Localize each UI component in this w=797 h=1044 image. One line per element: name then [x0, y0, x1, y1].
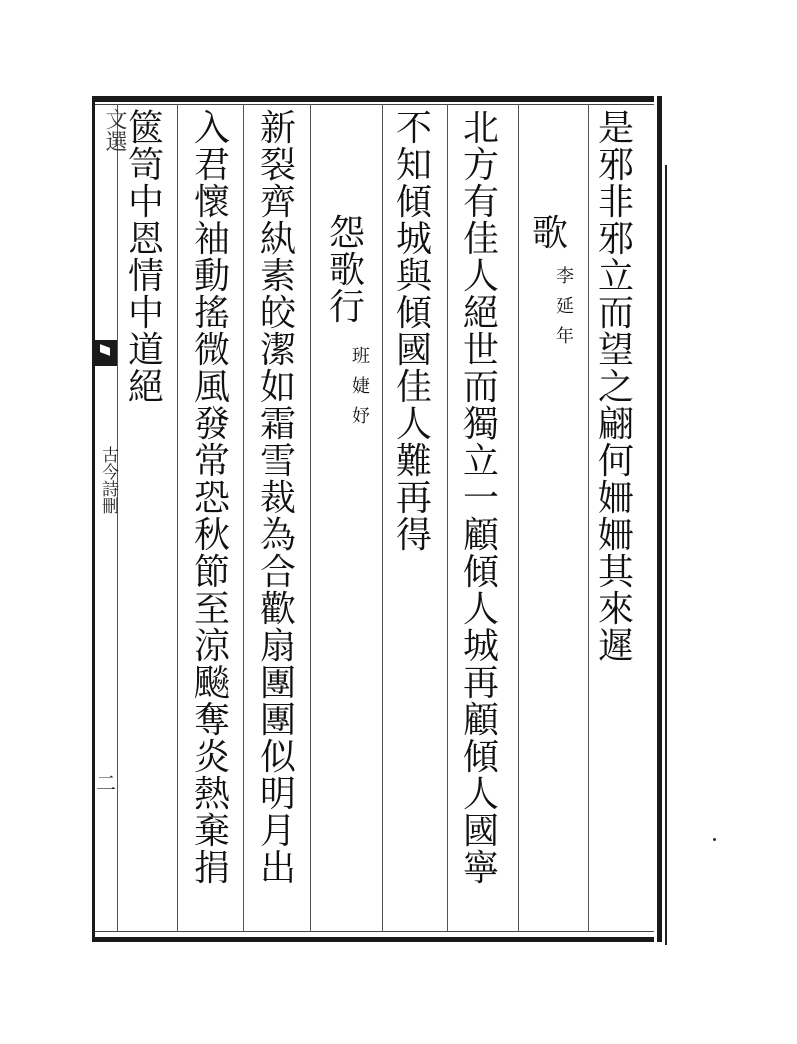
glyph: 傾: [395, 293, 432, 334]
glyph: 傾: [395, 182, 432, 223]
glyph: 捐: [193, 848, 230, 889]
glyph: 袖: [193, 219, 230, 260]
text-column-author-li-yannian: [553, 262, 577, 352]
glyph: 傾: [462, 737, 499, 778]
glyph: 非: [597, 182, 634, 223]
glyph: 皎: [259, 293, 296, 334]
glyph: 似: [259, 737, 296, 778]
glyph: 道: [127, 330, 164, 371]
glyph: 一: [462, 478, 499, 519]
glyph: 人: [395, 404, 432, 445]
glyph: 城: [462, 626, 499, 667]
glyph: 入: [193, 108, 230, 149]
glyph: 妤: [352, 406, 370, 427]
glyph: 雪: [259, 441, 296, 482]
glyph: 北: [462, 108, 499, 149]
glyph: 方: [462, 145, 499, 186]
glyph: 熱: [193, 774, 230, 815]
glyph: 再: [462, 663, 499, 704]
glyph: 不: [395, 108, 432, 149]
glyph: 微: [193, 330, 230, 371]
column-divider: [382, 104, 383, 932]
glyph: 而: [597, 293, 634, 334]
glyph: 得: [395, 515, 432, 556]
glyph: 齊: [259, 182, 296, 223]
glyph: 傾: [462, 552, 499, 593]
glyph: 顧: [462, 700, 499, 741]
glyph: 佳: [462, 219, 499, 260]
glyph: 行: [328, 287, 365, 328]
glyph: 出: [259, 848, 296, 889]
glyph: 有: [462, 182, 499, 223]
text-column-song-title: [530, 215, 570, 252]
glyph: 炎: [193, 737, 230, 778]
glyph: 立: [462, 441, 499, 482]
glyph: 邪: [597, 145, 634, 186]
glyph: 姍: [597, 515, 634, 556]
frame-right-rule: [657, 96, 662, 942]
column-divider: [588, 104, 589, 932]
glyph: 發: [193, 404, 230, 445]
glyph: 懷: [193, 182, 230, 223]
glyph: 霜: [259, 404, 296, 445]
glyph: 紈: [259, 219, 296, 260]
glyph: 如: [259, 367, 296, 408]
page-number: 二: [96, 771, 116, 795]
glyph: 邪: [597, 219, 634, 260]
glyph: 君: [193, 145, 230, 186]
frame-bottom-rule: [92, 937, 654, 942]
glyph: 恩: [127, 219, 164, 260]
glyph: 是: [597, 108, 634, 149]
glyph: 人: [462, 774, 499, 815]
glyph: 歌: [328, 250, 365, 291]
column-divider: [518, 104, 519, 932]
glyph: 動: [193, 256, 230, 297]
glyph: 裂: [259, 145, 296, 186]
glyph: 月: [259, 811, 296, 852]
column-divider: [177, 104, 178, 932]
glyph: 歡: [259, 589, 296, 630]
glyph: 合: [259, 552, 296, 593]
glyph: 搖: [193, 293, 230, 334]
text-column-poem-title: [327, 215, 367, 326]
text-column-6: [258, 110, 298, 887]
glyph: 飈: [193, 663, 230, 704]
glyph: 世: [462, 330, 499, 371]
glyph: 延: [556, 296, 574, 317]
glyph: 至: [193, 589, 230, 630]
fore-edge-page-number: [96, 772, 116, 794]
column-divider: [310, 104, 311, 932]
glyph: 中: [127, 293, 164, 334]
glyph: 班: [352, 346, 370, 367]
glyph: 來: [597, 589, 634, 630]
glyph: 與: [395, 256, 432, 297]
glyph: 何: [597, 441, 634, 482]
text-column-author-ban-jieyu: [349, 342, 373, 432]
column-divider: [243, 104, 244, 932]
glyph: 顧: [462, 515, 499, 556]
glyph: 國: [395, 330, 432, 371]
glyph: 人: [462, 256, 499, 297]
glyph: 遲: [597, 626, 634, 667]
glyph: 絕: [462, 293, 499, 334]
glyph: 團: [259, 663, 296, 704]
glyph: 風: [193, 367, 230, 408]
glyph: 新: [259, 108, 296, 149]
glyph: 年: [556, 326, 574, 347]
text-column-7: [192, 110, 232, 887]
glyph: 絕: [127, 367, 164, 408]
fore-edge-title-text: 文選: [102, 108, 127, 152]
glyph: 中: [127, 182, 164, 223]
glyph: 笥: [127, 145, 164, 186]
glyph: 之: [597, 367, 634, 408]
text-column-1: [596, 110, 636, 665]
glyph: 節: [193, 552, 230, 593]
glyph: 立: [597, 256, 634, 297]
glyph: 篋: [127, 108, 164, 149]
glyph: 李: [556, 266, 574, 287]
glyph: 為: [259, 515, 296, 556]
column-divider: [447, 104, 448, 932]
glyph: 棄: [193, 811, 230, 852]
fore-edge-book-title-text: 古今詩刪: [98, 446, 118, 514]
fore-edge-strip: [95, 104, 117, 932]
frame-top-rule: [92, 96, 654, 102]
glyph: 常: [193, 441, 230, 482]
column-divider: [117, 104, 118, 932]
glyph: 秋: [193, 515, 230, 556]
glyph: 而: [462, 367, 499, 408]
fore-edge-book-title: [96, 446, 120, 514]
glyph: 團: [259, 700, 296, 741]
text-column-8: [126, 110, 166, 406]
frame-right-outer-rule: [665, 165, 667, 945]
text-column-4: [394, 110, 434, 554]
glyph: 望: [597, 330, 634, 371]
glyph: 姍: [597, 478, 634, 519]
glyph: 國: [462, 811, 499, 852]
glyph: 其: [597, 552, 634, 593]
glyph: 涼: [193, 626, 230, 667]
glyph: 恐: [193, 478, 230, 519]
glyph: 獨: [462, 404, 499, 445]
glyph: 寧: [462, 848, 499, 889]
glyph: 翩: [597, 404, 634, 445]
glyph: 佳: [395, 367, 432, 408]
glyph: 明: [259, 774, 296, 815]
glyph: 再: [395, 478, 432, 519]
glyph: 潔: [259, 330, 296, 371]
glyph: 難: [395, 441, 432, 482]
glyph: 知: [395, 145, 432, 186]
glyph: 素: [259, 256, 296, 297]
text-column-3: [461, 110, 501, 887]
glyph: 情: [127, 256, 164, 297]
glyph: 扇: [259, 626, 296, 667]
glyph: 裁: [259, 478, 296, 519]
ink-speck: [713, 838, 716, 841]
glyph: 歌: [531, 213, 568, 254]
glyph: 怨: [328, 213, 365, 254]
glyph: 人: [462, 589, 499, 630]
glyph: 奪: [193, 700, 230, 741]
glyph: 婕: [352, 376, 370, 397]
glyph: 城: [395, 219, 432, 260]
